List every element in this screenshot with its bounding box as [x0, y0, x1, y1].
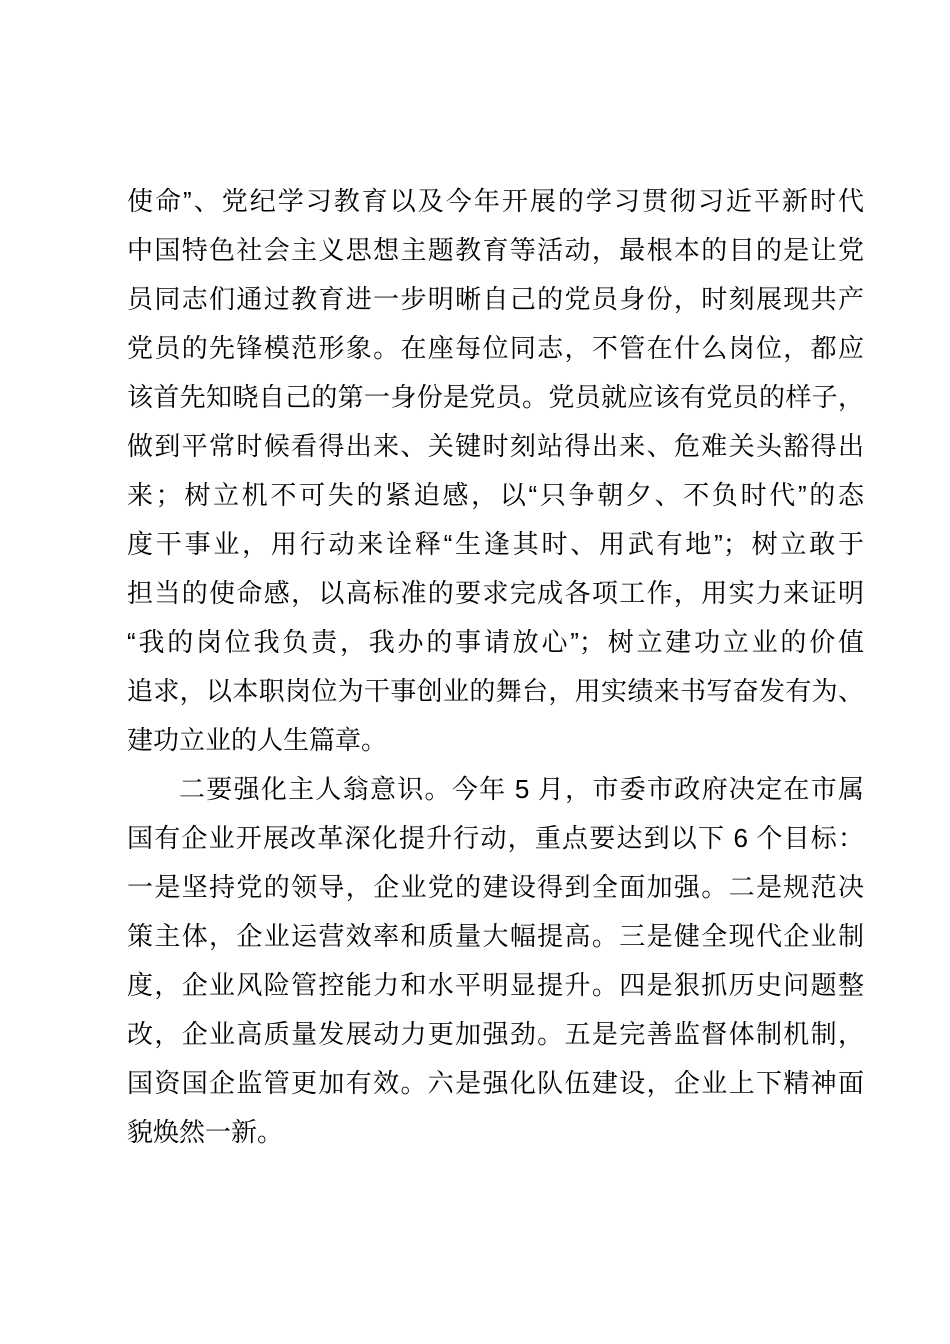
text-line: 中国特色社会主义思想主题教育等活动，最根本的目的是让党: [127, 235, 864, 265]
text-line: 国资国企监管更加有效。六是强化队伍建设，企业上下精神面: [127, 1068, 864, 1098]
text-line: 改，企业高质量发展动力更加强劲。五是完善监督体制机制，: [127, 1019, 864, 1049]
text-line: 做到平常时候看得出来、关键时刻站得出来、危难关头豁得出: [127, 431, 864, 461]
text-line: 该首先知晓自己的第一身份是党员。党员就应该有党员的样子，: [127, 382, 864, 412]
text-line-paragraph-start: 二要强化主人翁意识。今年 5 月，市委市政府决定在市属: [179, 774, 864, 804]
text-line-paragraph-end: 貌焕然一新。: [127, 1117, 284, 1147]
text-line: 国有企业开展改革深化提升行动，重点要达到以下 6 个目标：: [127, 823, 864, 853]
text-line: 使命”、党纪学习教育以及今年开展的学习贯彻习近平新时代: [127, 186, 864, 216]
text-line: 度干事业，用行动来诠释“生逢其时、用武有地”；树立敢于: [127, 529, 864, 559]
document-body: [127, 177, 864, 1157]
text-line: “我的岗位我负责，我办的事请放心”；树立建功立业的价值: [127, 627, 864, 657]
text-line-paragraph-end: 建功立业的人生篇章。: [127, 725, 388, 755]
text-line: 员同志们通过教育进一步明晰自己的党员身份，时刻展现共产: [127, 284, 864, 314]
text-line: 策主体，企业运营效率和质量大幅提高。三是健全现代企业制: [127, 921, 864, 951]
text-line: 来；树立机不可失的紧迫感，以“只争朝夕、不负时代”的态: [127, 480, 864, 510]
text-line: 担当的使命感，以高标准的要求完成各项工作，用实力来证明: [127, 578, 864, 608]
text-line: 一是坚持党的领导，企业党的建设得到全面加强。二是规范决: [127, 872, 864, 902]
text-line: 党员的先锋模范形象。在座每位同志，不管在什么岗位，都应: [127, 333, 864, 363]
text-line: 度，企业风险管控能力和水平明显提升。四是狠抓历史问题整: [127, 970, 864, 1000]
text-line: 追求，以本职岗位为干事创业的舞台，用实绩来书写奋发有为、: [127, 676, 864, 706]
